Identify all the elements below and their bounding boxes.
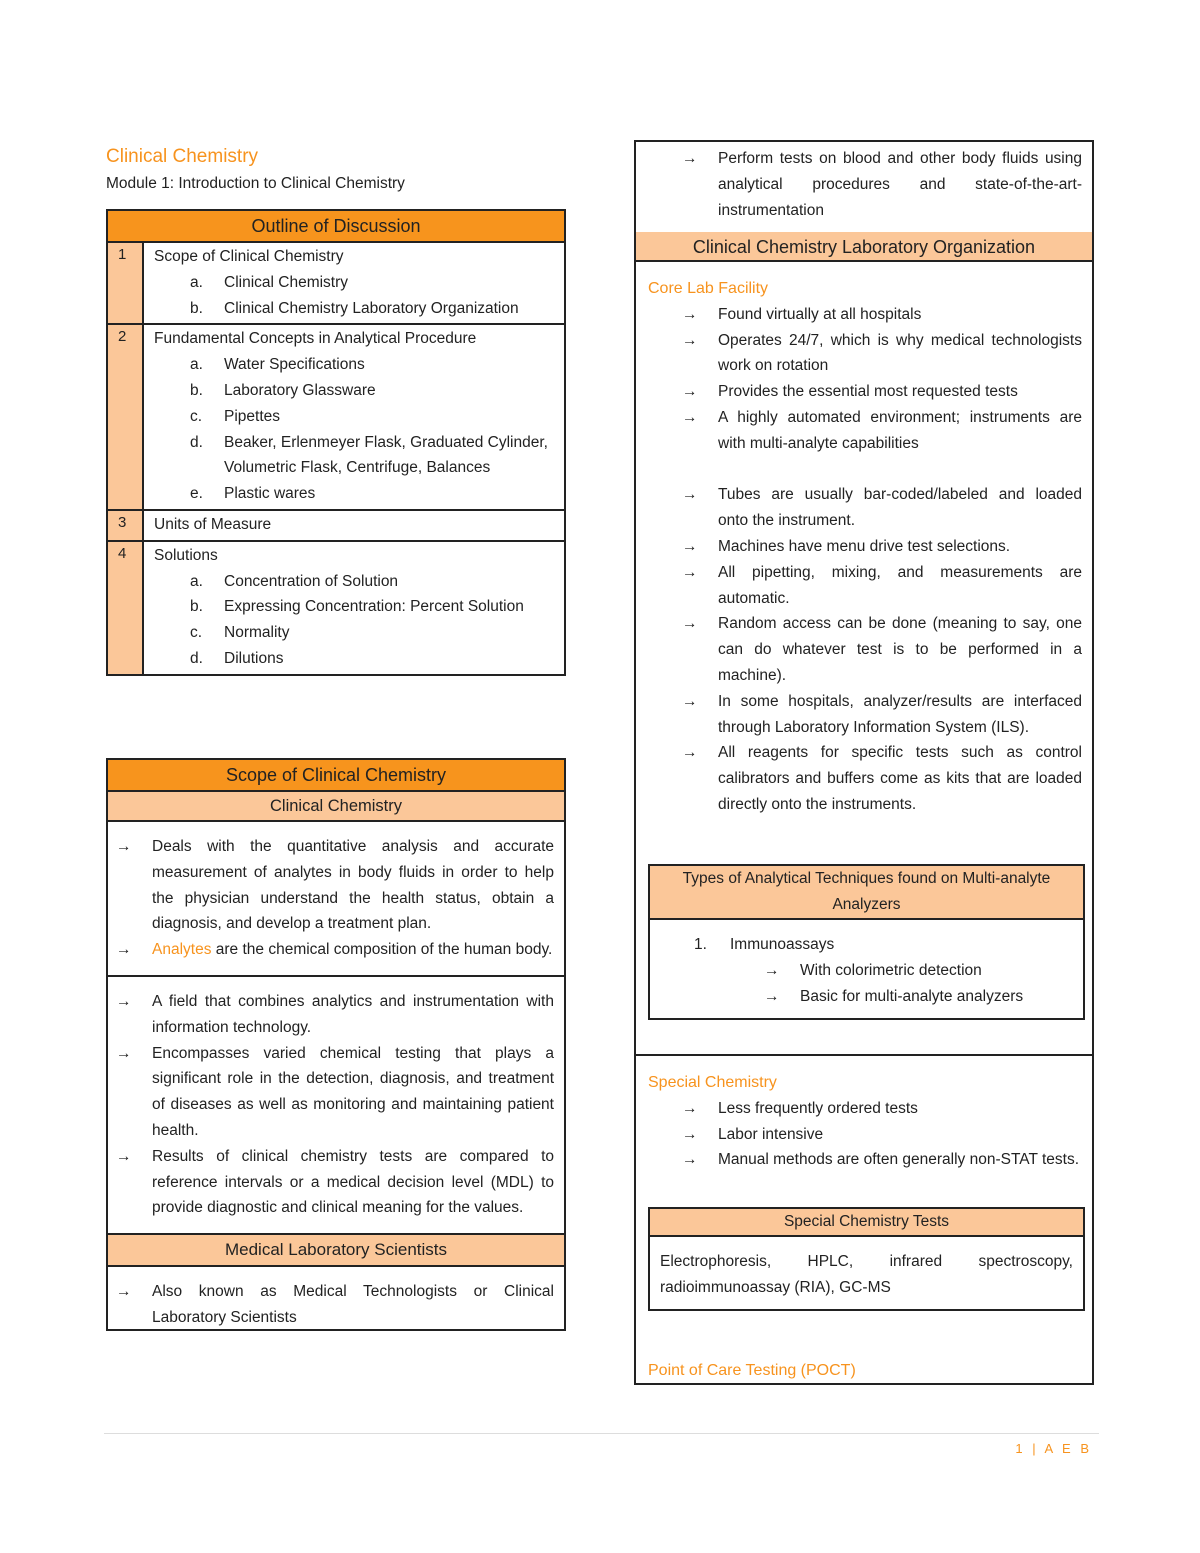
special-chemistry-section — [636, 1070, 1092, 1173]
arrow-icon: → — [682, 383, 698, 401]
outline-row — [108, 325, 564, 511]
techniques-table — [648, 864, 1085, 1020]
list-item: → Found virtually at all hospitals — [718, 302, 1082, 328]
list-item: → Deals with the quantitative analysis and accurate measurement of analytes in body fluids in order to help the physician understand the health status, obtain a diagnosis, and develop a treatment plan. — [152, 834, 554, 937]
arrow-icon: → — [682, 1099, 698, 1117]
lab-organization-box — [634, 140, 1094, 1385]
scope-block — [108, 822, 564, 977]
list-item: → Provides the essential most requested tests — [718, 379, 1082, 405]
list-item: 1. Immunoassays — [694, 935, 835, 953]
special-tests-table — [648, 1207, 1085, 1311]
mls-block — [108, 1267, 564, 1329]
list-item: → Labor intensive — [718, 1122, 1082, 1148]
outline-number: 1 — [108, 243, 144, 323]
outline-number: 3 — [108, 511, 144, 540]
outline-number: 4 — [108, 542, 144, 674]
outline-label: Fundamental Concepts in Analytical Procedure — [154, 330, 477, 348]
list-item: → Also known as Medical Technologists or Clinical Laboratory Scientists — [152, 1279, 554, 1331]
outline-subitem: a. Concentration of Solution — [190, 572, 399, 590]
outline-label: Units of Measure — [154, 515, 272, 533]
outline-table — [106, 209, 566, 676]
core-lab-heading: Core Lab Facility — [648, 280, 769, 297]
arrow-icon: → — [682, 563, 698, 581]
core-lab-section — [636, 276, 1092, 818]
scope-block — [108, 977, 564, 1235]
special-chemistry-heading: Special Chemistry — [648, 1074, 777, 1091]
outline-subitem: a. Clinical Chemistry — [190, 273, 349, 291]
divider — [636, 1054, 1092, 1056]
outline-subitem: d. Dilutions — [190, 649, 284, 667]
page-number: 1 | A E B — [1015, 1441, 1092, 1456]
outline-label: Scope of Clinical Chemistry — [154, 248, 344, 265]
list-item: → All reagents for specific tests such as control calibrators and buffers come as kits that are loaded directly onto the instruments. — [718, 740, 1082, 817]
list-item: → All pipetting, mixing, and measurements are automatic. — [718, 560, 1082, 612]
list-item: → Operates 24/7, which is why medical technologists work on rotation — [718, 328, 1082, 380]
outline-number: 2 — [108, 325, 144, 509]
scope-subtitle: Clinical Chemistry — [108, 792, 564, 822]
outline-subitem: c. Pipettes — [190, 407, 281, 425]
outline-row — [108, 243, 564, 325]
outline-subitem: e. Plastic wares — [190, 485, 316, 503]
document-title: Clinical Chemistry — [106, 146, 259, 167]
techniques-title: Types of Analytical Techniques found on Multi-analyte Analyzers — [650, 866, 1083, 920]
list-item: → Basic for multi-analyte analyzers — [694, 984, 1083, 1010]
list-item: → Encompasses varied chemical testing that plays a significant role in the detection, diagnosis, and treatment of diseases as well as monitoring and maintaining patient health. — [152, 1041, 554, 1144]
arrow-icon: → — [764, 987, 780, 1005]
arrow-icon: → — [116, 838, 132, 855]
arrow-icon: → — [116, 992, 132, 1010]
arrow-icon: → — [116, 1044, 132, 1062]
arrow-icon: → — [682, 1125, 698, 1143]
list-item: → Random access can be done (meaning to say, one can do whatever test is to be performed in a machine). — [718, 611, 1082, 688]
arrow-icon: → — [116, 1147, 132, 1165]
outline-title: Outline of Discussion — [108, 211, 564, 243]
list-item: → Analytes are the chemical composition of the human body. — [152, 937, 554, 963]
top-continued — [636, 142, 1092, 234]
org-title: Clinical Chemistry Laboratory Organization — [636, 232, 1092, 262]
outline-row — [108, 511, 564, 542]
poct-section — [636, 1358, 1092, 1384]
arrow-icon: → — [682, 408, 698, 426]
arrow-icon: → — [682, 305, 698, 323]
list-item: → Perform tests on blood and other body fluids using analytical procedures and state-of-the-art-instrumentation — [718, 146, 1082, 223]
list-item: → A field that combines analytics and instrumentation with information technology. — [152, 989, 554, 1041]
list-item: → Machines have menu drive test selections. — [718, 534, 1082, 560]
list-item: → Tubes are usually bar-coded/labeled and loaded onto the instrument. — [718, 482, 1082, 534]
arrow-icon: → — [682, 150, 698, 167]
outline-subitem: b. Clinical Chemistry Laboratory Organization — [190, 299, 519, 317]
arrow-icon: → — [116, 1283, 132, 1301]
module-subtitle: Module 1: Introduction to Clinical Chemistry — [106, 175, 405, 192]
scope-title: Scope of Clinical Chemistry — [108, 760, 564, 792]
arrow-icon: → — [116, 941, 132, 959]
arrow-icon: → — [682, 692, 698, 710]
mls-title: Medical Laboratory Scientists — [108, 1235, 564, 1267]
arrow-icon: → — [682, 1151, 698, 1169]
list-item: → With colorimetric detection — [694, 958, 1083, 984]
arrow-icon: → — [682, 486, 698, 504]
scope-section — [106, 758, 566, 1331]
outline-subitem: d. Beaker, Erlenmeyer Flask, Graduated Cylinder, Volumetric Flask, Centrifuge, Balances — [190, 433, 548, 477]
arrow-icon: → — [682, 331, 698, 349]
list-item: → Manual methods are often generally non-STAT tests. — [718, 1147, 1082, 1173]
list-item: → Less frequently ordered tests — [718, 1096, 1082, 1122]
outline-subitem: a. Water Specifications — [190, 356, 365, 374]
footer-divider — [104, 1433, 1099, 1434]
arrow-icon: → — [682, 537, 698, 555]
list-item: → In some hospitals, analyzer/results are interfaced through Laboratory Information System (ILS). — [718, 689, 1082, 741]
outline-subitem: b. Laboratory Glassware — [190, 381, 376, 399]
outline-subitem: c. Normality — [190, 624, 290, 642]
special-tests-body: Electrophoresis, HPLC, infrared spectroscopy, radioimmunoassay (RIA), GC-MS — [660, 1252, 1073, 1296]
arrow-icon: → — [682, 744, 698, 762]
outline-subitem: b. Expressing Concentration: Percent Solution — [190, 598, 524, 616]
list-item: → A highly automated environment; instruments are with multi-analyte capabilities — [718, 405, 1082, 457]
list-item: → Results of clinical chemistry tests are compared to reference intervals or a medical decision level (MDL) to provide diagnostic and clinical meaning for the values. — [152, 1144, 554, 1221]
outline-label: Solutions — [154, 546, 218, 564]
arrow-icon: → — [682, 615, 698, 633]
arrow-icon: → — [764, 961, 780, 979]
analytes-term: Analytes — [152, 941, 212, 959]
poct-heading: Point of Care Testing (POCT) — [648, 1362, 856, 1379]
outline-row — [108, 542, 564, 674]
special-tests-title: Special Chemistry Tests — [650, 1209, 1083, 1237]
